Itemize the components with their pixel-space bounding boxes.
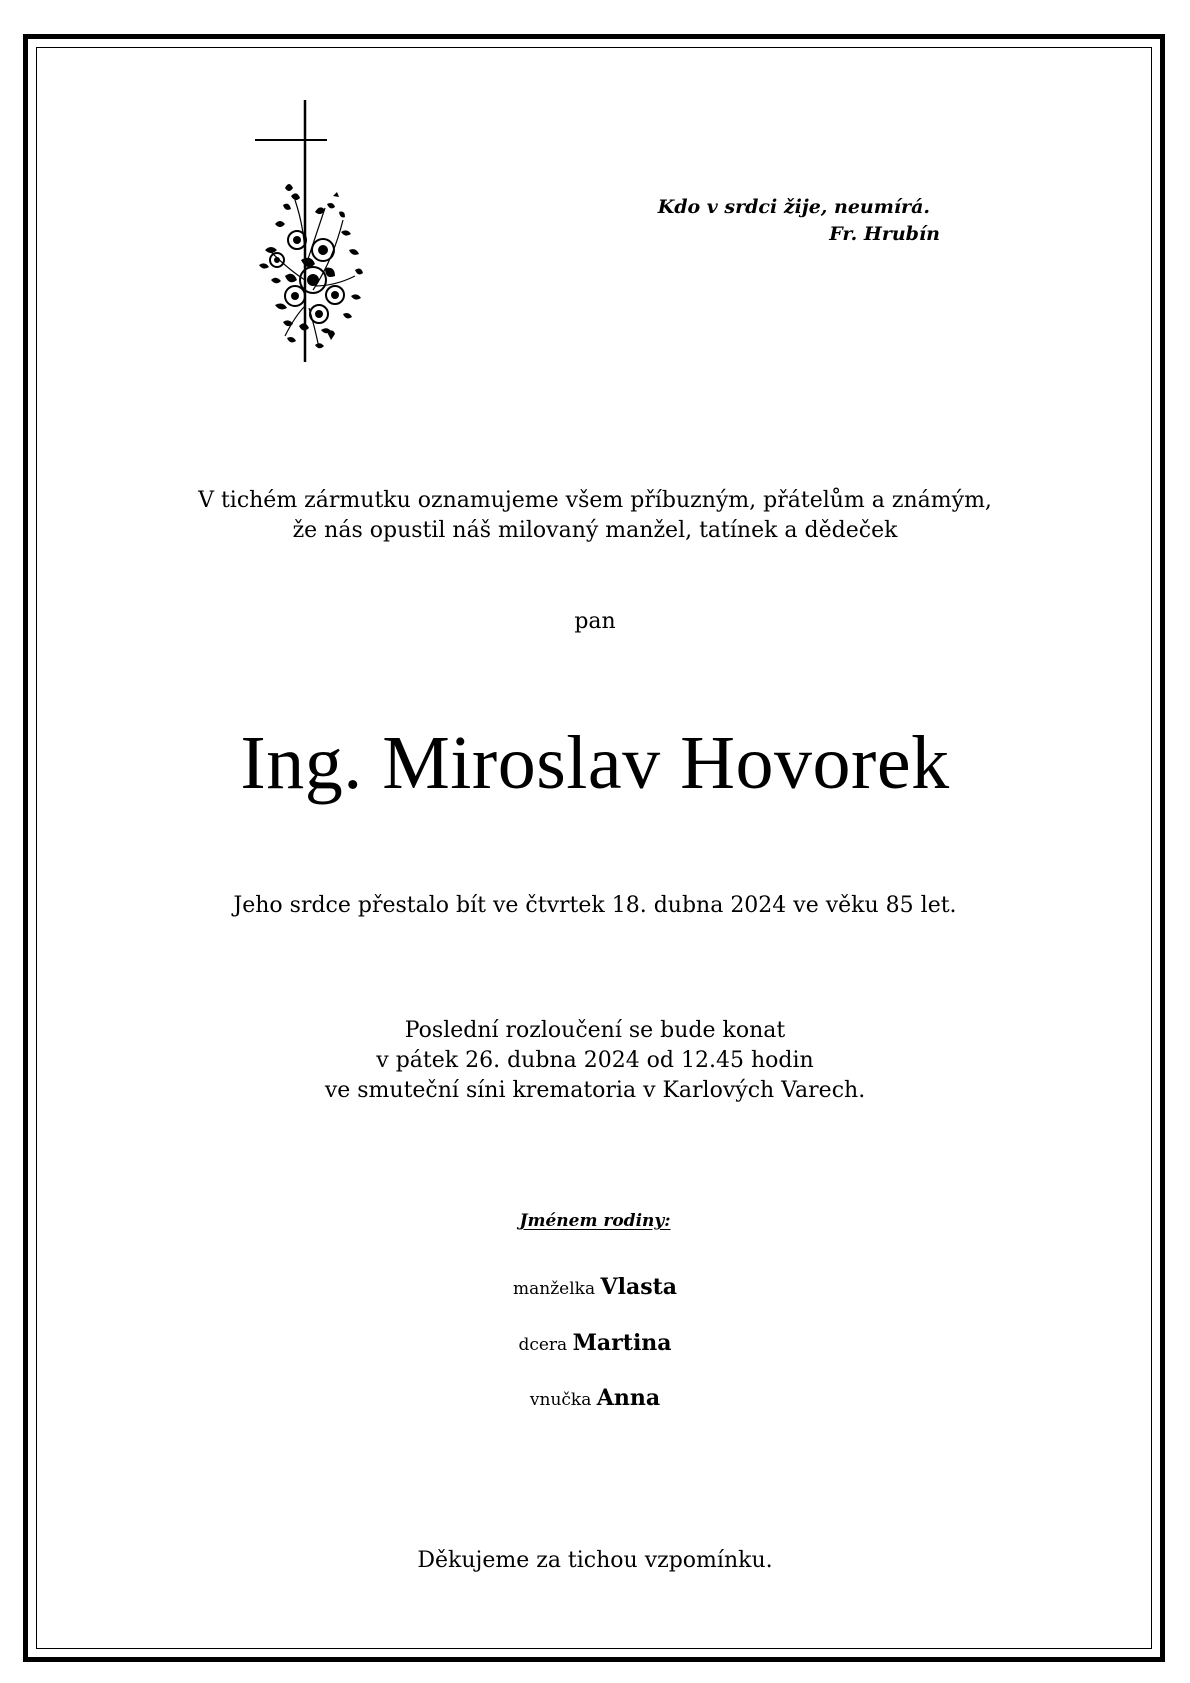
deceased-name: Ing. Miroslav Hovorek xyxy=(240,721,950,805)
closing-thanks: Děkujeme za tichou vzpomínku. xyxy=(417,1548,773,1573)
death-notice: Jeho srdce přestalo bít ve čtvrtek 18. dubna 2024 ve věku 85 let. xyxy=(233,893,957,918)
family-member-name: Anna xyxy=(596,1385,661,1411)
family-heading-text: Jménem rodiny: xyxy=(519,1211,671,1231)
family-member-relation: dcera xyxy=(518,1335,568,1355)
family-member-relation: manželka xyxy=(513,1279,596,1299)
funeral-line-3: ve smuteční síni krematoria v Karlových Varech. xyxy=(324,1078,866,1103)
funeral-line-1: Poslední rozloučení se bude konat xyxy=(404,1018,786,1043)
family-member-name: Vlasta xyxy=(600,1274,677,1300)
motto-author: Fr. Hrubín xyxy=(829,223,940,245)
intro-text xyxy=(60,486,1130,546)
family-member-name: Martina xyxy=(572,1330,672,1356)
family-member-relation: vnučka xyxy=(529,1390,592,1410)
funeral-line-2: v pátek 26. dubna 2024 od 12.45 hodin xyxy=(376,1048,814,1073)
intro-line-1: V tichém zármutku oznamujeme všem příbuzným, přátelům a známým, xyxy=(198,488,992,513)
motto xyxy=(600,194,940,248)
cross-with-flowers-icon xyxy=(255,100,385,390)
salutation: pan xyxy=(574,609,616,634)
motto-quote: Kdo v srdci žije, neumírá. xyxy=(657,196,930,218)
family-heading xyxy=(60,1211,1130,1231)
intro-line-2: že nás opustil náš milovaný manžel, tatínek a dědeček xyxy=(292,518,898,543)
family-member xyxy=(60,1274,1130,1300)
family-member xyxy=(60,1385,1130,1411)
funeral-info xyxy=(60,1016,1130,1106)
family-member xyxy=(60,1330,1130,1356)
